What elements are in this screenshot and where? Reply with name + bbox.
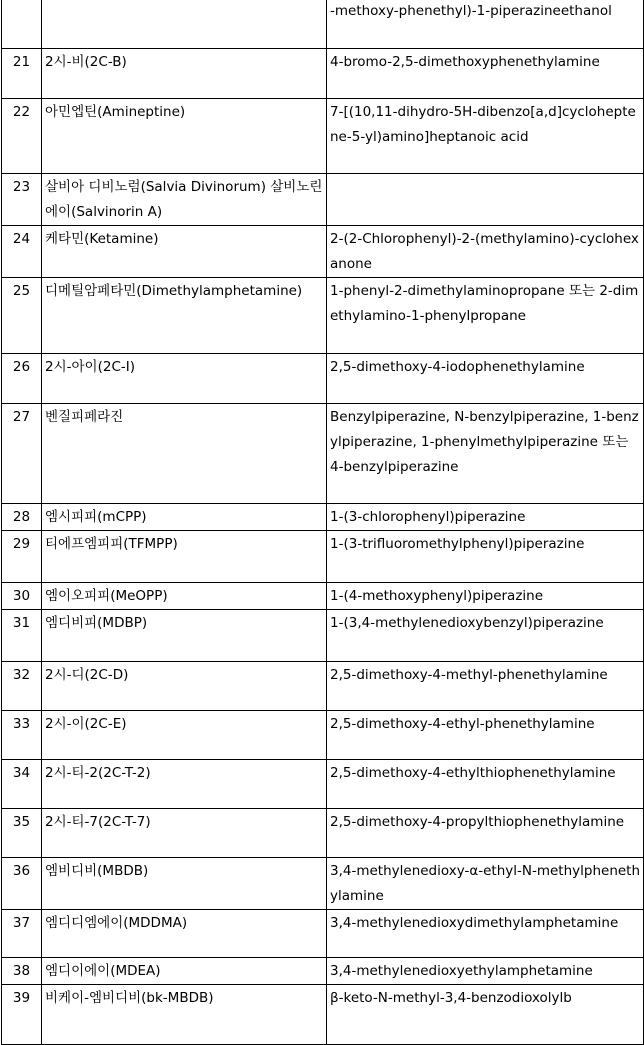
table-row — [2, 809, 644, 858]
chemical-name: 1-(3-chlorophenyl)piperazine — [327, 504, 644, 531]
substance-name: 2시-티-2(2C-T-2) — [42, 760, 327, 809]
table-row — [2, 99, 644, 174]
row-number: 34 — [2, 760, 42, 809]
chemical-name: 3,4-methylenedioxydimethylamphetamine — [327, 910, 644, 958]
substance-name: 벤질피페라진 — [42, 404, 327, 504]
chemical-name: 1-(3-trifluoromethylphenyl)piperazine — [327, 531, 644, 583]
chemical-name: 2,5-dimethoxy-4-ethylthiophenethylamine — [327, 760, 644, 809]
substance-name: 티에프엠피피(TFMPP) — [42, 531, 327, 583]
substance-name: 디메틸암페타민(Dimethylamphetamine) — [42, 278, 327, 354]
substance-name: 엠비디비(MBDB) — [42, 858, 327, 910]
chemical-name — [327, 174, 644, 226]
substance-name: 엠디이에이(MDEA) — [42, 958, 327, 985]
table-row — [2, 504, 644, 531]
table-row — [2, 404, 644, 504]
table-row — [2, 174, 644, 226]
chemical-name: 2,5-dimethoxy-4-iodophenethylamine — [327, 354, 644, 404]
chemical-name: 2,5-dimethoxy-4-propylthiophenethylamine — [327, 809, 644, 858]
table-row — [2, 226, 644, 278]
substance-name: 2시-비(2C-B) — [42, 49, 327, 99]
substance-name: 2시-티-7(2C-T-7) — [42, 809, 327, 858]
chemical-name: 1-(4-methoxyphenyl)piperazine — [327, 583, 644, 610]
substance-name: 엠디디엠에이(MDDMA) — [42, 910, 327, 958]
chemical-name: 3,4-methylenedioxyethylamphetamine — [327, 958, 644, 985]
row-number: 32 — [2, 662, 42, 711]
table-row — [2, 0, 644, 49]
row-number: 31 — [2, 610, 42, 662]
chemical-name: -methoxy-phenethyl)-1-piperazineethanol — [327, 0, 644, 49]
table-row — [2, 278, 644, 354]
chemical-name: 3,4-methylenedioxy-α-ethyl-N-methylphenethylamine — [327, 858, 644, 910]
table-row — [2, 49, 644, 99]
row-number: 37 — [2, 910, 42, 958]
chemical-name: Benzylpiperazine, N-benzylpiperazine, 1-benzylpiperazine, 1-phenylmethylpiperazine 또는 4-benzylpiperazine — [327, 404, 644, 504]
table-row — [2, 985, 644, 1045]
table-row — [2, 583, 644, 610]
table-row — [2, 958, 644, 985]
table-row — [2, 910, 644, 958]
row-number: 36 — [2, 858, 42, 910]
table-row — [2, 711, 644, 760]
substance-name: 엠이오피피(MeOPP) — [42, 583, 327, 610]
row-number: 23 — [2, 174, 42, 226]
substance-name: 2시-이(2C-E) — [42, 711, 327, 760]
row-number: 30 — [2, 583, 42, 610]
substance-name: 엠디비피(MDBP) — [42, 610, 327, 662]
substance-name: 비케이-엠비디비(bk-MBDB) — [42, 985, 327, 1045]
chemical-name: 1-phenyl-2-dimethylaminopropane 또는 2-dimethylamino-1-phenylpropane — [327, 278, 644, 354]
substance-table-body — [2, 0, 644, 1045]
chemical-name: β-keto-N-methyl-3,4-benzodioxolylb — [327, 985, 644, 1045]
chemical-name: 2-(2-Chlorophenyl)-2-(methylamino)-cyclohexanone — [327, 226, 644, 278]
row-number: 24 — [2, 226, 42, 278]
table-row — [2, 354, 644, 404]
table-row — [2, 610, 644, 662]
chemical-name: 2,5-dimethoxy-4-ethyl-phenethylamine — [327, 711, 644, 760]
row-number: 39 — [2, 985, 42, 1045]
row-number: 26 — [2, 354, 42, 404]
row-number: 27 — [2, 404, 42, 504]
table-row — [2, 662, 644, 711]
substance-name: 케타민(Ketamine) — [42, 226, 327, 278]
chemical-name: 2,5-dimethoxy-4-methyl-phenethylamine — [327, 662, 644, 711]
row-number: 21 — [2, 49, 42, 99]
row-number: 33 — [2, 711, 42, 760]
row-number: 38 — [2, 958, 42, 985]
substance-name — [42, 0, 327, 49]
chemical-name: 4-bromo-2,5-dimethoxyphenethylamine — [327, 49, 644, 99]
row-number: 29 — [2, 531, 42, 583]
substance-name: 아민엡틴(Amineptine) — [42, 99, 327, 174]
row-number: 35 — [2, 809, 42, 858]
substance-name: 2시-아이(2C-I) — [42, 354, 327, 404]
substance-name: 2시-디(2C-D) — [42, 662, 327, 711]
table-row — [2, 858, 644, 910]
chemical-name: 7-[(10,11-dihydro-5H-dibenzo[a,d]cycloheptene-5-yl)amino]heptanoic acid — [327, 99, 644, 174]
row-number — [2, 0, 42, 49]
substance-table — [1, 0, 644, 1045]
substance-name: 엠시피피(mCPP) — [42, 504, 327, 531]
table-row — [2, 531, 644, 583]
substance-name: 살비아 디비노럼(Salvia Divinorum) 살비노린 에이(Salvinorin A) — [42, 174, 327, 226]
chemical-name: 1-(3,4-methylenedioxybenzyl)piperazine — [327, 610, 644, 662]
row-number: 22 — [2, 99, 42, 174]
table-row — [2, 760, 644, 809]
row-number: 25 — [2, 278, 42, 354]
row-number: 28 — [2, 504, 42, 531]
